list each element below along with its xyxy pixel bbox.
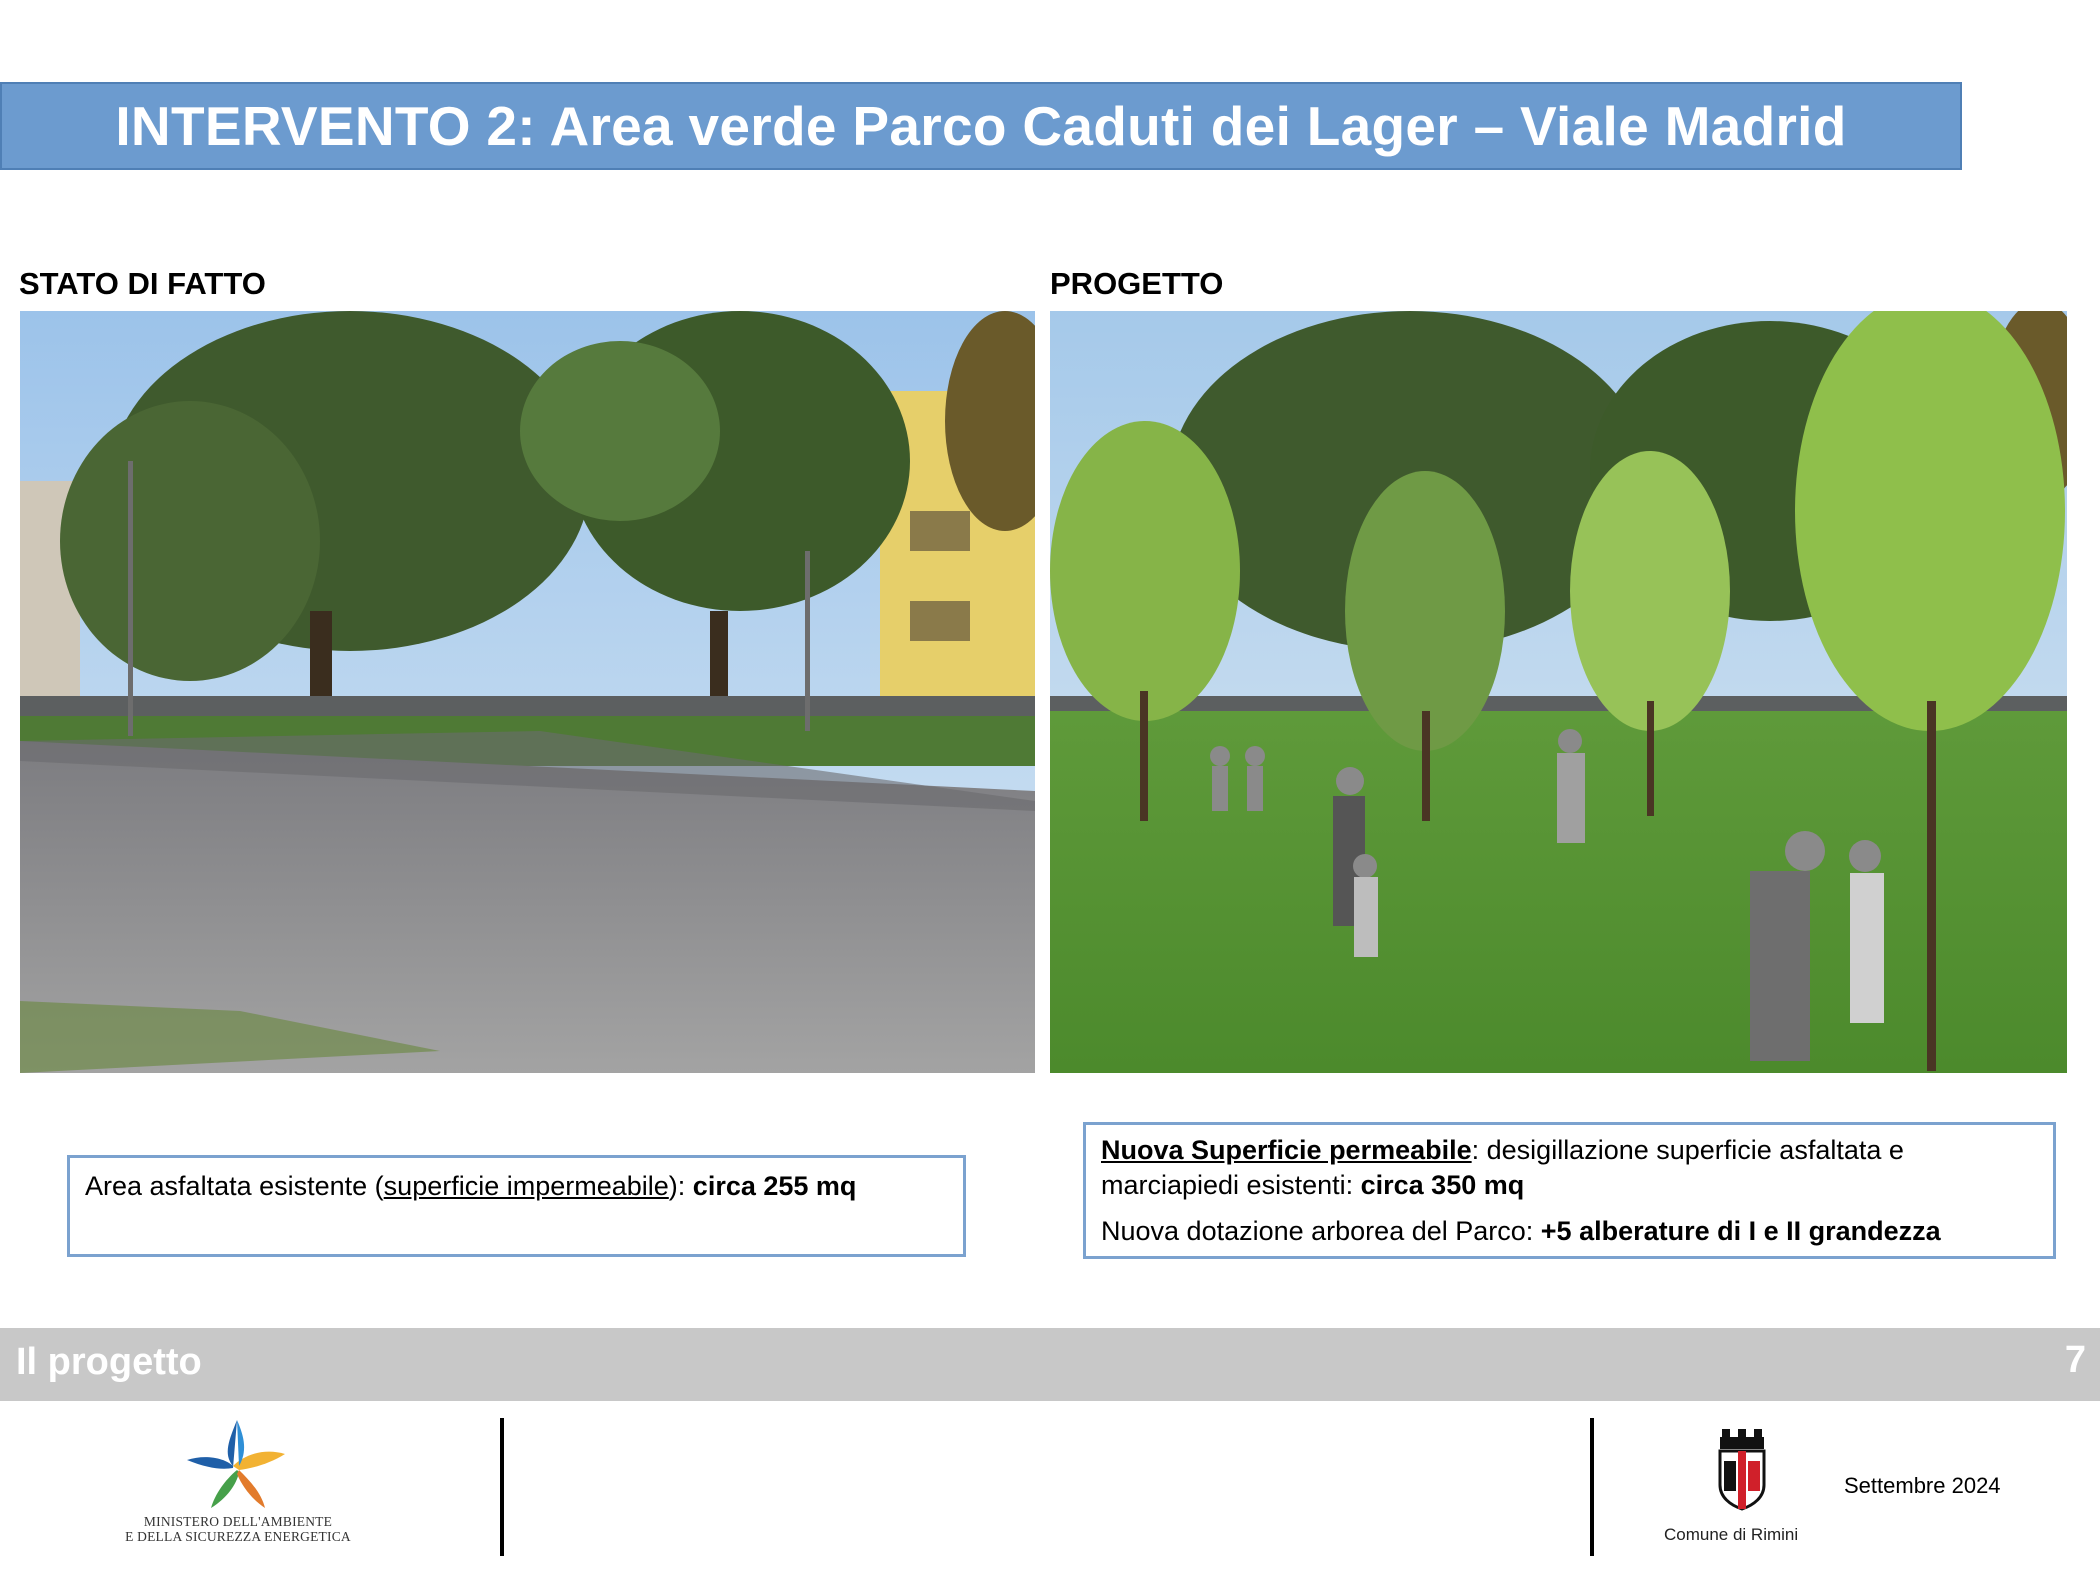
info-text-suffix: ): xyxy=(668,1171,693,1201)
footer-divider-left xyxy=(500,1418,504,1556)
info-text-prefix: Area asfaltata esistente ( xyxy=(85,1171,384,1201)
trees-text xyxy=(1101,1214,2038,1249)
ministry-line-2: E DELLA SICUREZZA ENERGETICA xyxy=(125,1529,351,1544)
permeable-surface-text xyxy=(1101,1133,2038,1203)
slide-title: INTERVENTO 2: Area verde Parco Caduti dei Lager – Viale Madrid xyxy=(115,95,1847,157)
current-state-photo xyxy=(20,311,1035,1073)
project-label: PROGETTO xyxy=(1050,266,1224,301)
ministry-line-1: MINISTERO DELL'AMBIENTE xyxy=(143,1514,333,1529)
current-state-info-box xyxy=(67,1155,966,1257)
trees-value: +5 alberature di I e II grandezza xyxy=(1540,1216,1941,1246)
trees-desc: Nuova dotazione arborea del Parco: xyxy=(1101,1216,1541,1246)
comune-name: Comune di Rimini xyxy=(1664,1525,1799,1544)
project-rendering xyxy=(1050,311,2067,1073)
impermeable-surface-term: superficie impermeabile xyxy=(383,1171,669,1201)
permeable-surface-term: Nuova Superficie permeabile xyxy=(1101,1135,1472,1165)
footer-band xyxy=(0,1328,2100,1401)
page-number: 7 xyxy=(2064,1339,2086,1381)
section-name: Il progetto xyxy=(16,1341,202,1383)
current-area-value: circa 255 mq xyxy=(692,1171,857,1201)
presentation-date: Settembre 2024 xyxy=(1844,1473,2001,1498)
park-photo-icon xyxy=(20,311,1035,1073)
current-state-info-text xyxy=(85,1169,948,1204)
current-state-label: STATO DI FATTO xyxy=(19,266,266,301)
project-info-box xyxy=(1083,1122,2056,1259)
new-area-value: circa 350 mq xyxy=(1360,1170,1525,1200)
footer-divider-right xyxy=(1590,1418,1594,1556)
permeable-surface-desc: : desigillazione superficie asfaltata e marciapiedi esistenti: xyxy=(1101,1135,1904,1200)
park-rendering-icon xyxy=(1050,311,2067,1073)
ministry-star-icon xyxy=(185,1418,290,1510)
slide-title-bar xyxy=(0,82,1962,170)
ministry-name xyxy=(118,1514,358,1544)
rimini-crest-icon xyxy=(1716,1427,1768,1511)
